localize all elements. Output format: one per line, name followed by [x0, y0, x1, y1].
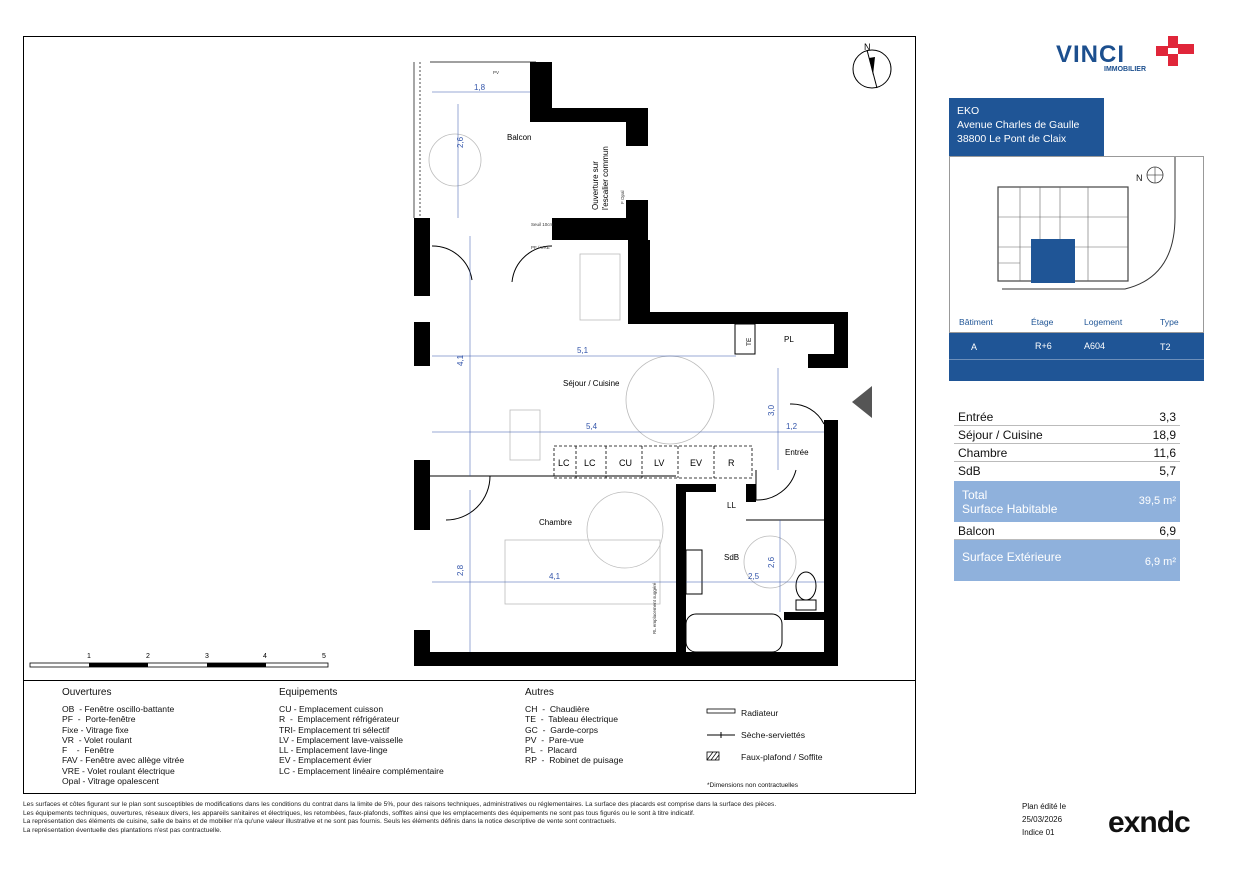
meta-label-batiment: Bâtiment: [959, 317, 993, 327]
legend-title-autres: Autres: [525, 687, 554, 698]
project-header: [949, 98, 1104, 156]
site-north-label: N: [1136, 173, 1143, 183]
footer-line: La représentation des éléments de cuisine, salle de bains et de mobilier n'a qu'une valeur illustrative et ne sont pas fournis. Seuls les éléments définis dans la notice descriptive de vente sont contractuels.: [23, 818, 617, 826]
dim-label: 2,6: [767, 556, 776, 568]
edition-date: 25/03/2026: [1022, 815, 1063, 824]
legend-title-ouvertures: Ouvertures: [62, 687, 112, 698]
surface-row: [954, 444, 1180, 462]
sofa: [580, 254, 620, 320]
wall: [414, 652, 838, 666]
room-label-ll: LL: [727, 501, 736, 510]
legend-item: TRI- Emplacement tri sélectif: [279, 724, 390, 735]
dim-label: 1,8: [474, 83, 486, 92]
dim-label: 2,8: [456, 564, 465, 576]
door-swing: [512, 246, 552, 282]
room-label-te: TE: [746, 337, 753, 346]
door-swing: [432, 246, 472, 280]
legend-item: PF - Porte-fenêtre: [62, 714, 136, 725]
edition-info: [1022, 800, 1066, 839]
surface-row-balcon: [954, 522, 1180, 540]
stool: [510, 410, 540, 460]
legend-item: VRE - Volet roulant électrique: [62, 765, 175, 776]
surface-label: Séjour / Cuisine: [958, 428, 1043, 442]
meta-value-etage: R+6: [1035, 341, 1052, 351]
small-label: F Opal: [620, 190, 625, 204]
stair-opening-label: l'escalier commun: [601, 146, 610, 210]
kitchen-slot: R: [728, 458, 735, 468]
scale-bar: [30, 653, 328, 667]
dim-label: 4,1: [456, 354, 465, 366]
legend-item: VR - Volet roulant: [62, 734, 132, 745]
meta-value-type: T2: [1160, 342, 1171, 352]
meta-divider: [949, 359, 1204, 360]
scale-tick: 5: [322, 653, 326, 660]
architect-logo: exndc: [1108, 806, 1190, 839]
apartment-highlight: [1031, 239, 1075, 283]
scale-tick: 2: [146, 653, 150, 660]
legend-item: CH - Chaudière: [525, 704, 590, 714]
room-label-pl: PL: [784, 335, 794, 344]
dim-label: 2,5: [748, 572, 760, 581]
room-label-balcon: Balcon: [507, 133, 532, 142]
kitchen-slot: CU: [619, 458, 632, 468]
site-plan-map: [950, 157, 1205, 312]
surface-label: Chambre: [958, 446, 1008, 460]
surface-value: 11,6: [1153, 446, 1176, 460]
small-label: PF / VRE: [531, 245, 550, 250]
legend-item: LV - Emplacement lave-vaisselle: [279, 734, 404, 745]
legend-equipements-list: [279, 704, 444, 776]
north-label: N: [864, 42, 871, 52]
legend-ouvertures-list: [62, 704, 184, 786]
wall: [746, 484, 756, 502]
surface-label: SdB: [958, 464, 981, 478]
edition-index: Indice 01: [1022, 828, 1055, 837]
wall: [628, 312, 848, 324]
balcony-table: [429, 134, 481, 186]
logo-brand: VINCI: [1056, 41, 1126, 68]
legend-item: R - Emplacement réfrigérateur: [279, 714, 400, 725]
kitchen-slot: EV: [690, 458, 703, 468]
meta-label-etage: Étage: [1031, 317, 1054, 327]
legend-item: TE - Tableau électrique: [525, 714, 618, 725]
entry-arrow-icon: [852, 386, 872, 418]
room-label-sejour: Séjour / Cuisine: [563, 379, 620, 388]
legend-title-equipements: Equipements: [279, 687, 338, 698]
toilet: [796, 572, 816, 600]
surface-row: [954, 462, 1180, 480]
surface-row: [954, 426, 1180, 444]
vinci-logo: [1056, 36, 1196, 76]
surface-value: 18,9: [1152, 428, 1176, 442]
wall: [676, 484, 686, 654]
surface-total-row: [954, 481, 1180, 522]
surface-label: Balcon: [958, 524, 995, 538]
site-plan-panel: [949, 156, 1204, 311]
footer-line: Les surfaces et côtes figurant sur le plan sont susceptibles de modifications dans les conditions du contrat dans la limite de 5%, pour des raisons techniques, administratives ou réglementaires. La surface des placards est comprise dans la surface des pièces.: [23, 801, 777, 808]
surface-row: [954, 408, 1180, 426]
small-label: Seuil 10cm: [531, 222, 554, 227]
wall: [414, 460, 430, 530]
legend-symbol-label: Radiateur: [741, 708, 779, 718]
footer-line: La représentation éventuelle des plantations n'est pas contractuelle.: [23, 826, 222, 834]
project-address: Avenue Charles de Gaulle: [957, 119, 1080, 131]
radiator-icon: [707, 709, 735, 713]
legend-item: F - Fenêtre: [62, 745, 115, 756]
dim-label: 2,6: [456, 136, 465, 148]
total-label: Surface Habitable: [962, 502, 1058, 516]
meta-label-type: Type: [1160, 317, 1179, 327]
dim-label: 1,2: [786, 422, 798, 431]
dim-label: 5,4: [586, 422, 598, 431]
wall: [628, 240, 650, 324]
room-label-sdb: SdB: [724, 553, 740, 562]
legend-item: EV - Emplacement évier: [279, 755, 372, 766]
legend-item: Fixe - Vitrage fixe: [62, 724, 129, 735]
legend-item: PL - Placard: [525, 745, 577, 756]
wall: [552, 218, 648, 240]
dim-label: 4,1: [549, 572, 561, 581]
total-label: Total: [962, 488, 988, 502]
legend-item: RP - Robinet de puisage: [525, 755, 624, 766]
north-compass-icon: [853, 42, 891, 88]
surface-label: Entrée: [958, 410, 994, 424]
door-swing: [756, 470, 796, 500]
kitchen-slot: LC: [558, 458, 570, 468]
sink: [686, 550, 702, 594]
exterior-label: Surface Extérieure: [962, 550, 1062, 564]
kitchen-slot: LV: [654, 458, 665, 468]
meta-label-logement: Logement: [1084, 317, 1123, 327]
legend-symbols: [704, 705, 744, 763]
legend-item: LL - Emplacement lave-linge: [279, 745, 388, 756]
wall: [414, 236, 430, 296]
legend-item: Opal - Vitrage opalescent: [62, 776, 159, 787]
bathtub: [686, 614, 782, 652]
wall: [626, 108, 648, 146]
wall: [530, 108, 630, 122]
room-label-chambre: Chambre: [539, 518, 572, 527]
unit-meta-header: [949, 311, 1204, 333]
wall: [414, 218, 430, 236]
project-city: 38800 Le Pont de Claix: [957, 133, 1067, 145]
surface-value: 6,9: [1159, 524, 1176, 538]
sejour-table: [626, 356, 714, 444]
legend-symbol-label: Faux-plafond / Soffite: [741, 752, 823, 762]
surface-value: 3,3: [1159, 410, 1176, 424]
legend-autres-list: [525, 704, 623, 766]
logo-sub: IMMOBILIER: [1104, 66, 1146, 73]
project-name: EKO: [957, 105, 980, 117]
chambre-rug: [587, 492, 663, 568]
small-label: PV: [493, 70, 500, 75]
scale-tick: 3: [205, 653, 209, 660]
exterior-value: 6,9 m²: [1144, 556, 1176, 568]
meta-value-batiment: A: [971, 342, 978, 352]
soffit-hatch-icon: [707, 752, 719, 760]
kitchen-slot: LC: [584, 458, 596, 468]
wall: [808, 354, 848, 368]
bed: [505, 540, 660, 604]
legend-item: GC - Garde-corps: [525, 724, 599, 735]
legend-item: PV - Pare-vue: [525, 734, 584, 745]
stair-opening-label: Ouverture sur: [591, 161, 600, 210]
legend-item: FAV - Fenêtre avec allège vitrée: [62, 755, 185, 766]
meta-value-logement: A604: [1084, 341, 1106, 351]
dim-label: 3,0: [767, 404, 776, 416]
footer-notes: [23, 801, 1008, 835]
wall: [784, 612, 828, 620]
unit-meta-values: [949, 333, 1204, 381]
scale-tick: 4: [263, 653, 267, 660]
surface-value: 5,7: [1159, 464, 1176, 478]
door-swing: [446, 476, 490, 520]
legend-symbol-label: Sèche-serviettés: [741, 730, 806, 740]
toilet-tank: [796, 600, 816, 610]
surface-exterior-row: [954, 540, 1180, 581]
site-north-compass-icon: [1136, 167, 1163, 183]
wall: [676, 484, 716, 492]
dimensions-disclaimer: *Dimensions non contractuelles: [707, 782, 799, 789]
wall: [824, 420, 838, 666]
site-outline: [1002, 157, 1175, 289]
dim-label: 5,1: [577, 346, 589, 355]
legend-item: OB - Fenêtre oscillo-battante: [62, 704, 175, 714]
entry-door-swing: [790, 404, 824, 424]
edition-label: Plan édité le: [1022, 802, 1067, 811]
legend-item: LC - Emplacement linéaire complémentaire: [279, 765, 444, 776]
footer-line: Les équipements techniques, ouvertures, réseaux divers, les appareils sanitaires et électriques, les retombées, faux-plafonds, soffites ainsi que les emplacements des équipements ne sont pas tous figurés ou le sont à titre indicatif.: [23, 809, 695, 817]
wall: [414, 322, 430, 366]
small-label: RL emplacement suggéré: [652, 582, 657, 634]
room-label-entree: Entrée: [785, 448, 809, 457]
scale-tick: 1: [87, 653, 91, 660]
legend-item: CU - Emplacement cuisson: [279, 704, 384, 714]
total-value: 39,5 m²: [1138, 495, 1176, 507]
